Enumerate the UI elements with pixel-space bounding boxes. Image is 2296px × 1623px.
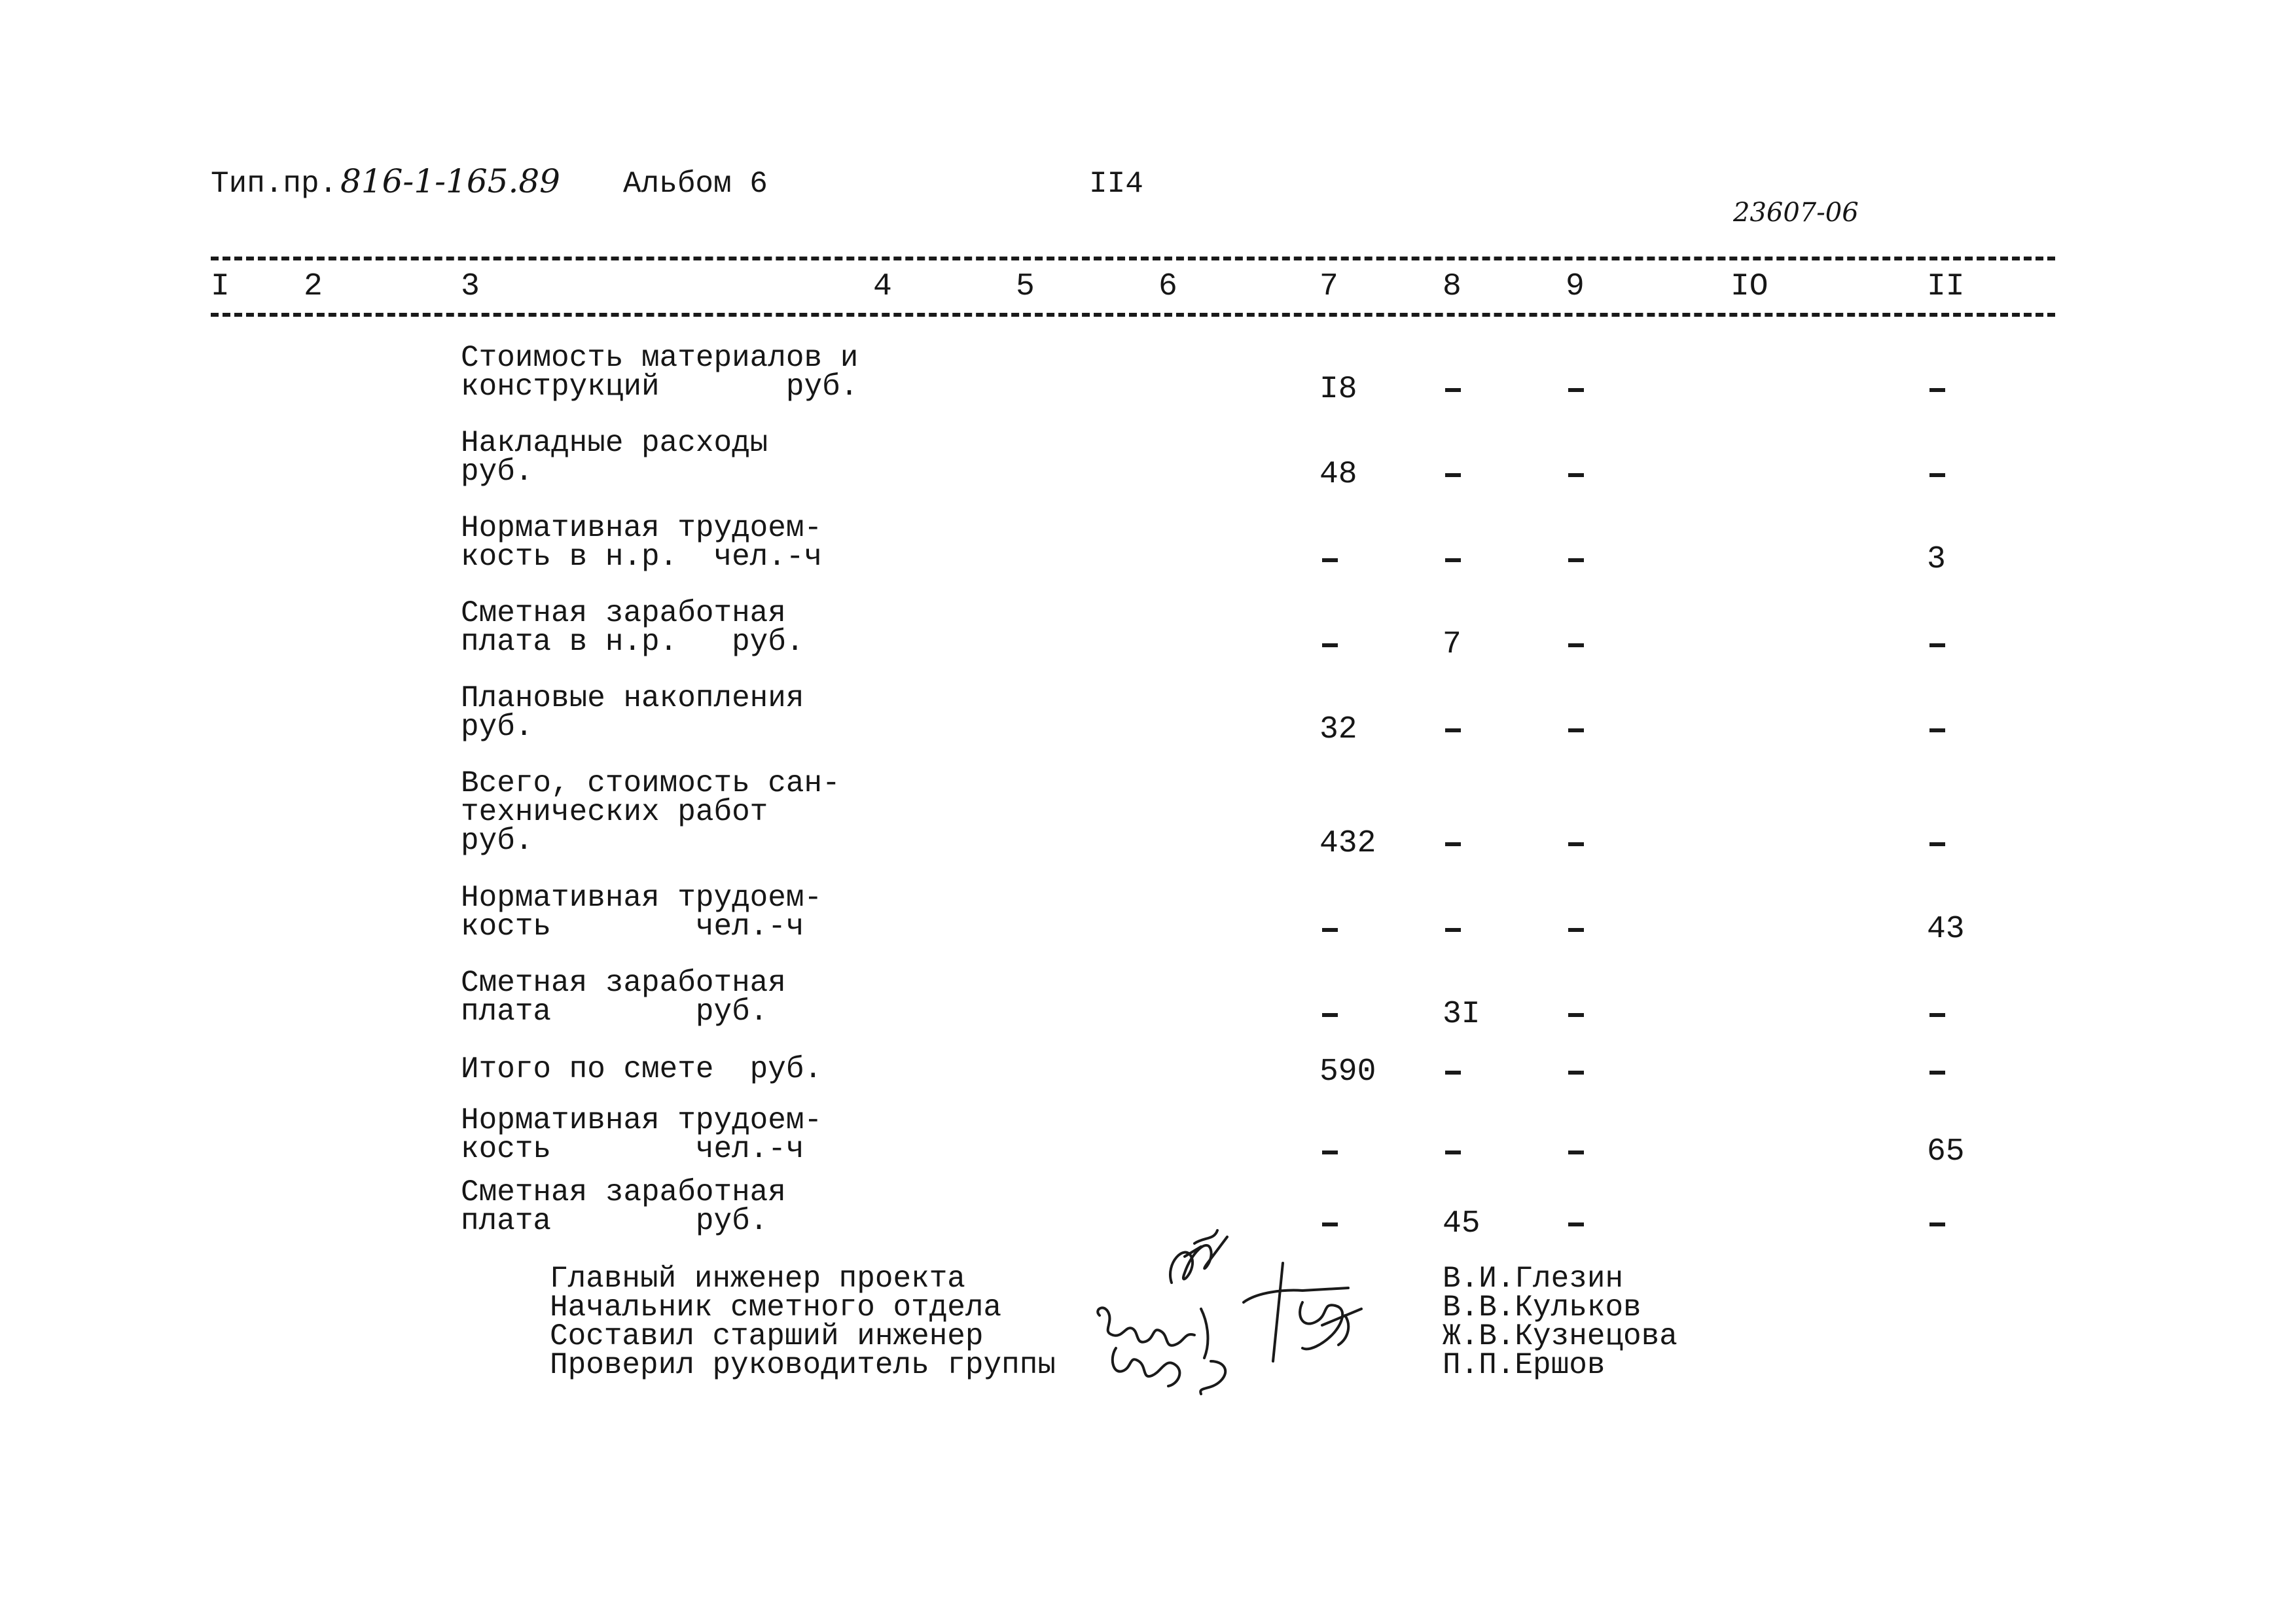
dash-mark-c11 [1929,473,1945,477]
column-number-1: I [211,269,230,304]
row-label-line: Плановые накопления [461,681,804,715]
dash-mark-c8 [1445,1150,1461,1154]
signatory-name: В.В.Кульков [1443,1291,1641,1325]
dash-mark-c8 [1445,928,1461,932]
signatory-name: П.П.Ершов [1443,1348,1605,1382]
dash-mark-c9 [1568,1071,1584,1075]
cell-c11: 3 [1927,542,1946,577]
dash-mark-c8 [1445,558,1461,562]
dash-mark-c8 [1445,842,1461,846]
row-label-line: Стоимость материалов и [461,341,859,375]
dash-mark-c9 [1568,558,1584,562]
row-label-line: руб. [461,710,533,744]
row-label-line: кость чел.-ч [461,910,804,944]
dash-mark-c7 [1322,558,1338,562]
row-label-line: Накладные расходы [461,426,768,460]
cell-c7: I8 [1319,372,1357,407]
header-rule-bottom [211,313,2055,317]
cell-c11: 65 [1927,1134,1965,1169]
row-label-line: руб. [461,455,533,489]
signatory-name: Ж.В.Кузнецова [1443,1319,1677,1353]
row-label-line: Сметная заработная [461,1175,786,1209]
signatory-name: В.И.Глезин [1443,1262,1624,1296]
cell-c7: 48 [1319,457,1357,492]
doc-type-prefix: Тип.пр. [211,167,338,201]
column-number-8: 8 [1443,269,1462,304]
row-label-line: Всего, стоимость сан- [461,766,840,800]
row-label-line: плата в н.р. руб. [461,625,804,659]
row-label-line: Сметная заработная [461,966,786,1000]
row-label-line: кость в н.р. чел.-ч [461,540,823,574]
dash-mark-c9 [1568,928,1584,932]
dash-mark-c8 [1445,1071,1461,1075]
column-number-3: 3 [461,269,480,304]
row-label [461,596,804,659]
dash-mark-c9 [1568,728,1584,732]
dash-mark-c8 [1445,728,1461,732]
row-label [461,426,768,489]
row-label-line: руб. [461,824,533,858]
cell-c7: 432 [1319,826,1376,861]
cell-c7: 590 [1319,1054,1376,1090]
row-label-line: кость чел.-ч [461,1132,804,1166]
signatory-role: Составил старший инженер [550,1319,984,1353]
header-rule-top [211,257,2055,260]
row-label [461,881,823,944]
row-label [461,1175,786,1238]
row-label-line: Сметная заработная [461,596,786,630]
dash-mark-c8 [1445,388,1461,392]
column-number-6: 6 [1158,269,1177,304]
dash-mark-c11 [1929,728,1945,732]
column-number-9: 9 [1566,269,1585,304]
dash-mark-c7 [1322,643,1338,647]
dash-mark-c11 [1929,388,1945,392]
dash-mark-c8 [1445,473,1461,477]
column-number-10: IO [1731,269,1768,304]
dash-mark-c9 [1568,1150,1584,1154]
album-label: Альбом 6 [623,167,768,201]
row-label-line: Нормативная трудоем- [461,511,823,545]
page-number: II4 [1089,167,1143,201]
dash-mark-c9 [1568,1013,1584,1017]
handwritten-signatures [1086,1211,1453,1427]
row-label-line: технических работ [461,795,768,829]
row-label [461,966,786,1029]
dash-mark-c7 [1322,1013,1338,1017]
signatory-role: Начальник сметного отдела [550,1291,1002,1325]
row-label [461,766,840,858]
row-label-line: плата руб. [461,995,768,1029]
dash-mark-c11 [1929,643,1945,647]
cell-c7: 32 [1319,712,1357,747]
dash-mark-c9 [1568,1222,1584,1226]
dash-mark-c11 [1929,1071,1945,1075]
dash-mark-c7 [1322,1150,1338,1154]
column-number-2: 2 [304,269,323,304]
signatory-role: Главный инженер проекта [550,1262,965,1296]
column-number-5: 5 [1016,269,1035,304]
cell-c8: 3I [1443,997,1480,1032]
column-number-4: 4 [873,269,892,304]
archive-number: 23607-06 [1733,198,1859,228]
row-label-line: конструкций руб. [461,370,859,404]
row-label-line: Нормативная трудоем- [461,881,823,915]
dash-mark-c9 [1568,473,1584,477]
dash-mark-c9 [1568,842,1584,846]
row-label-line: Итого по смете руб. [461,1052,823,1086]
column-number-7: 7 [1319,269,1338,304]
cell-c11: 43 [1927,912,1965,947]
signatory-role: Проверил руководитель группы [550,1348,1056,1382]
dash-mark-c9 [1568,643,1584,647]
row-label [461,681,804,744]
row-label [461,1103,823,1166]
column-number-11: II [1927,269,1965,304]
dash-mark-c7 [1322,928,1338,932]
row-label-line: плата руб. [461,1204,768,1238]
dash-mark-c11 [1929,1013,1945,1017]
dash-mark-c11 [1929,842,1945,846]
row-label-line: Нормативная трудоем- [461,1103,823,1137]
project-number: 816-1-165.89 [340,162,560,200]
row-label [461,341,859,404]
row-label [461,511,823,574]
row-label [461,1052,823,1086]
dash-mark-c9 [1568,388,1584,392]
dash-mark-c11 [1929,1222,1945,1226]
cell-c8: 7 [1443,627,1462,662]
cell-c8: 45 [1443,1206,1480,1241]
